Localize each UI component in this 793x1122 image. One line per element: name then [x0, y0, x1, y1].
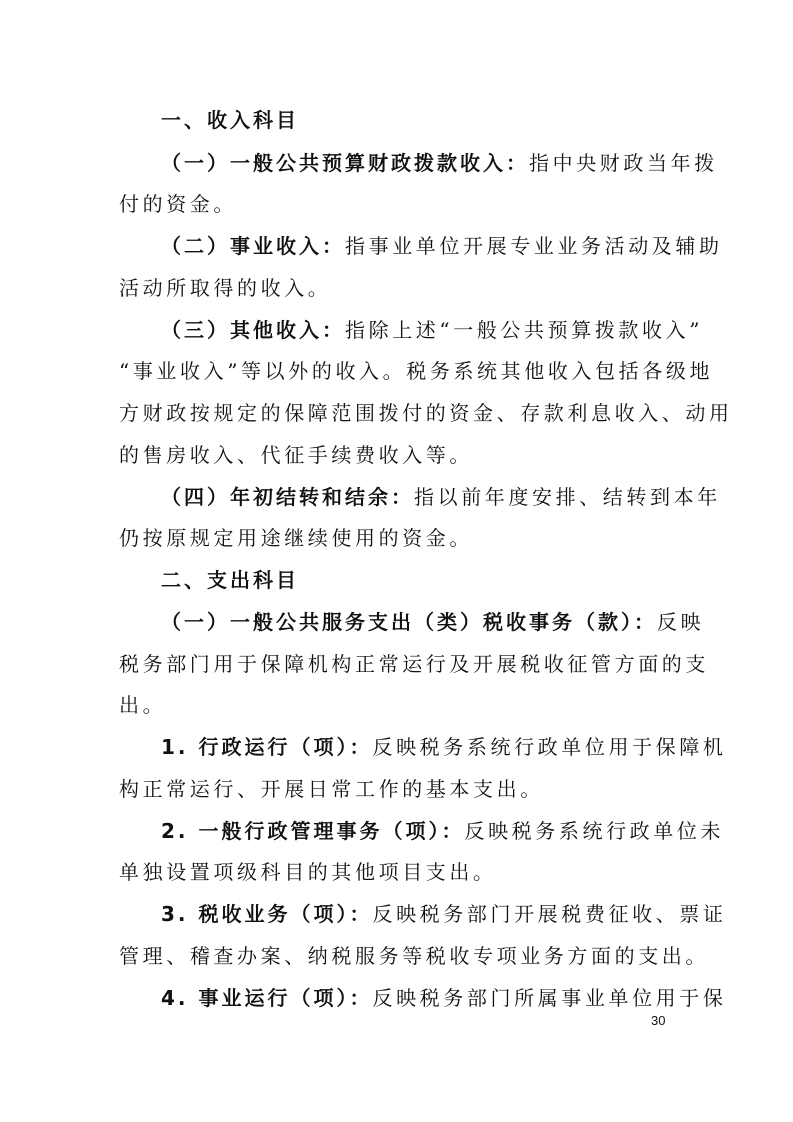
- paragraph-other-income-line2: “事业收入”等以外的收入。税务系统其他收入包括各级地: [119, 359, 714, 383]
- definition-text: 指事业单位开展专业业务活动及辅助: [345, 234, 723, 258]
- term-other-income: （三）其他收入：: [161, 318, 345, 342]
- definition-text: 指以前年度安排、结转到本年: [414, 485, 721, 509]
- heading-expenditure-subjects: 二、支出科目: [161, 568, 299, 592]
- paragraph-business-income-line1: [161, 234, 723, 258]
- paragraph-admin-operation-line1: [161, 735, 727, 759]
- heading-income-subjects: 一、收入科目: [161, 108, 299, 132]
- term-general-budget: （一）一般公共预算财政拨款收入：: [161, 151, 529, 175]
- paragraph-public-institution-line1: [161, 986, 727, 1010]
- paragraph-other-income-line4: 的售房收入、代征手续费收入等。: [119, 443, 473, 467]
- term-carryover: （四）年初结转和结余：: [161, 485, 414, 509]
- paragraph-business-income-line2: 活动所取得的收入。: [119, 276, 332, 300]
- term-public-institution: 4. 事业运行（项）：: [161, 986, 373, 1010]
- term-tax-affairs: （一）一般公共服务支出（类）税收事务（款）：: [161, 610, 657, 634]
- definition-text: 反映税务部门开展税费征收、票证: [372, 902, 727, 926]
- paragraph-tax-business-line1: [161, 902, 727, 926]
- term-business-income: （二）事业收入：: [161, 234, 345, 258]
- paragraph-tax-affairs-line1: [161, 610, 705, 634]
- paragraph-tax-affairs-line2: 税务部门用于保障机构正常运行及开展税收征管方面的支: [119, 652, 709, 676]
- paragraph-other-income-line3: 方财政按规定的保障范围拨付的资金、存款利息收入、动用: [119, 401, 733, 425]
- paragraph-other-income-line1: [161, 318, 704, 342]
- paragraph-general-budget-line2: 付的资金。: [119, 192, 237, 216]
- paragraph-tax-business-line2: 管理、稽查办案、纳税服务等税收专项业务方面的支出。: [119, 944, 709, 968]
- paragraph-general-admin-line2: 单独设置项级科目的其他项目支出。: [119, 860, 497, 884]
- paragraph-carryover-line1: [161, 485, 721, 509]
- definition-text: 反映税务部门所属事业单位用于保: [372, 986, 727, 1010]
- paragraph-tax-affairs-line3: 出。: [119, 693, 167, 717]
- term-admin-operation: 1. 行政运行（项）：: [161, 735, 373, 759]
- paragraph-admin-operation-line2: 构正常运行、开展日常工作的基本支出。: [119, 777, 544, 801]
- definition-text: 反映税务系统行政单位用于保障机: [372, 735, 727, 759]
- definition-text: 指中央财政当年拨: [529, 151, 718, 175]
- term-general-admin: 2. 一般行政管理事务（项）：: [161, 819, 465, 843]
- paragraph-carryover-line2: 仍按原规定用途继续使用的资金。: [119, 526, 473, 550]
- definition-text: 反映税务系统行政单位未: [464, 819, 725, 843]
- term-tax-business: 3. 税收业务（项）：: [161, 902, 373, 926]
- paragraph-general-admin-line1: [161, 819, 725, 843]
- definition-text: 反映: [657, 610, 705, 634]
- page-number: 30: [651, 1013, 666, 1028]
- paragraph-general-budget-line1: [161, 151, 718, 175]
- definition-text: 指除上述“一般公共预算拨款收入”: [345, 318, 704, 342]
